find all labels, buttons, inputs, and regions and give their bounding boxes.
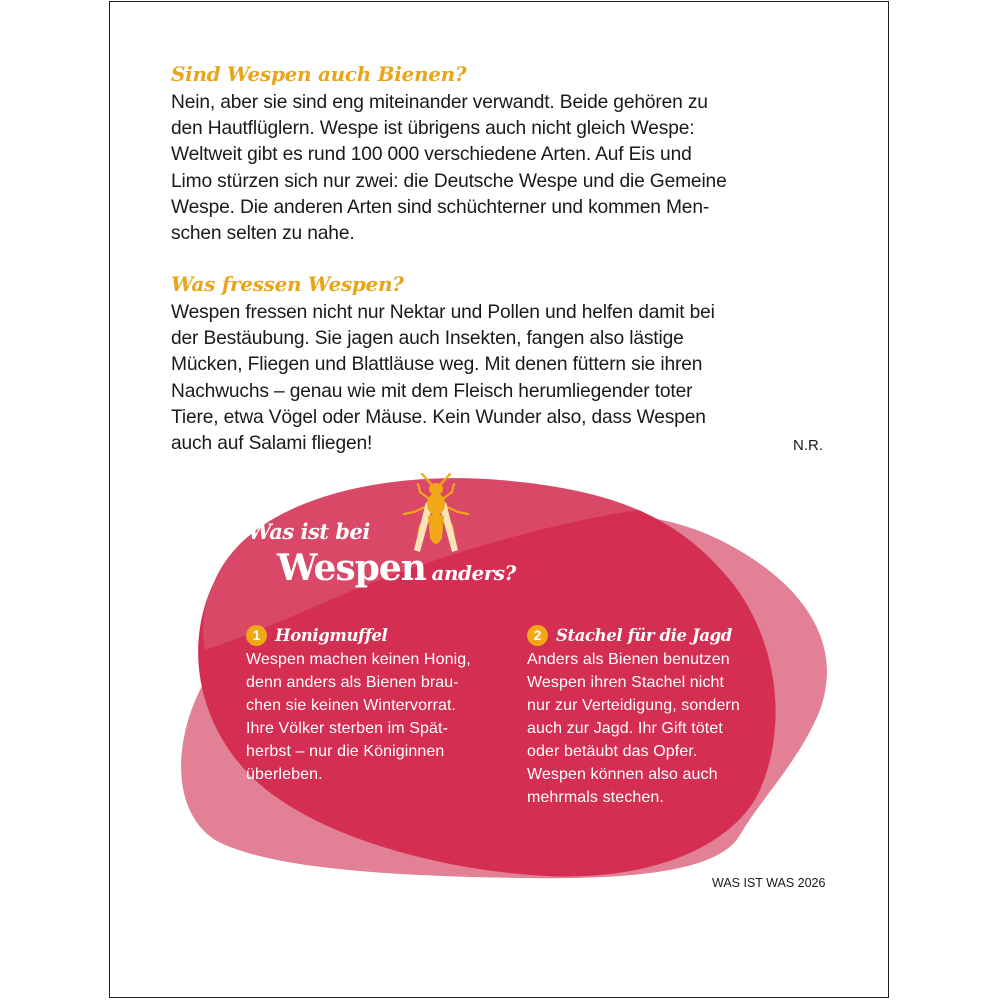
number-badge: 2	[527, 625, 548, 646]
item-title: Stachel für die Jagd	[556, 625, 732, 645]
infobox-title-small: anders?	[431, 561, 516, 585]
text-line: auch zur Jagd. Ihr Gift tötet	[527, 720, 723, 737]
text-line: Wespen können also auch	[527, 766, 718, 783]
text-line: Wespe. Die anderen Arten sind schüchterner und kommen Men-	[171, 196, 710, 218]
text-line: Wespen ihren Stachel nicht	[527, 674, 725, 691]
text-line: Wespen fressen nicht nur Nektar und Pollen und helfen damit bei	[171, 302, 715, 323]
text-line: denn anders als Bienen brau-	[246, 674, 459, 691]
section-heading: Sind Wespen auch Bienen?	[171, 62, 467, 86]
item-title: Honigmuffel	[275, 625, 388, 645]
text-line: herbst – nur die Königinnen	[246, 743, 445, 760]
item-text	[246, 648, 516, 786]
text-line: Anders als Bienen benutzen	[527, 651, 730, 668]
text-line: Nein, aber sie sind eng miteinander verwandt. Beide gehören zu	[171, 92, 708, 113]
text-line: Tiere, etwa Vögel oder Mäuse. Kein Wunder also, dass Wespen	[171, 406, 706, 428]
item-header	[527, 622, 797, 648]
number-badge: 1	[246, 625, 267, 646]
text-line: Weltweit gibt es rund 100 000 verschiedene Arten. Auf Eis und	[171, 144, 692, 166]
text-line: auch auf Salami fliegen!	[171, 433, 373, 455]
text-line: mehrmals stechen.	[527, 789, 664, 806]
infobox-title-line2	[277, 547, 516, 589]
text-line: Wespen machen keinen Honig,	[246, 651, 471, 668]
infobox-item-2	[527, 622, 797, 809]
text-line: Limo stürzen sich nur zwei: die Deutsche Wespe und die Gemeine	[171, 170, 727, 192]
text-line: nur zur Verteidigung, sondern	[527, 697, 740, 714]
item-text	[527, 648, 797, 809]
section-heading: Was fressen Wespen?	[171, 272, 404, 296]
wasp-icon	[398, 472, 474, 558]
infobox-item-1	[246, 622, 516, 786]
text-line: chen sie keinen Wintervorrat.	[246, 697, 457, 714]
text-line: Nachwuchs – genau wie mit dem Fleisch herumliegender toter	[171, 380, 693, 402]
footer-publication: WAS IST WAS 2026	[712, 876, 826, 890]
text-line: überleben.	[246, 766, 323, 783]
item-header	[246, 622, 516, 648]
infobox-title-line1: Was ist bei	[248, 519, 370, 544]
text-line: oder betäubt das Opfer.	[527, 743, 698, 760]
text-line: der Bestäubung. Sie jagen auch Insekten, fangen also lästige	[171, 328, 684, 350]
author-initials: N.R.	[793, 437, 823, 454]
infobox-title-big: Wespen	[277, 547, 426, 589]
text-line: Ihre Völker sterben im Spät-	[246, 720, 448, 737]
text-line: schen selten zu nahe.	[171, 223, 355, 245]
text-line: Mücken, Fliegen und Blattläuse weg. Mit denen füttern sie ihren	[171, 354, 703, 376]
text-line: den Hautflüglern. Wespe ist übrigens auch nicht gleich Wespe:	[171, 118, 695, 140]
